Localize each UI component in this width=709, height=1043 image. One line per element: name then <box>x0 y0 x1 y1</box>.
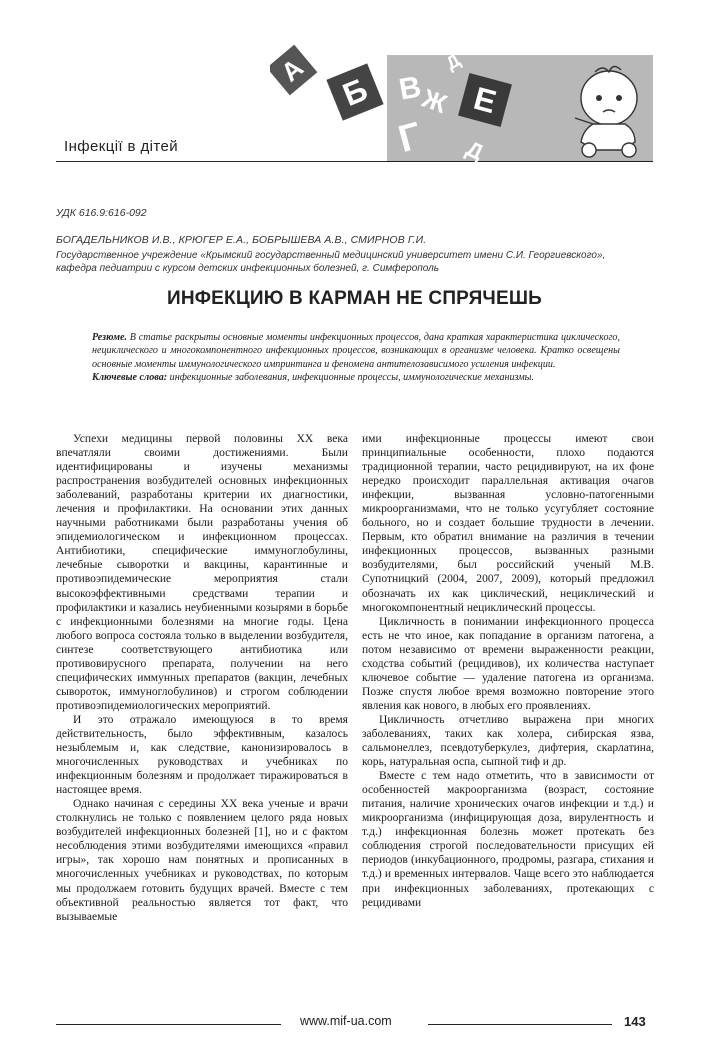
paragraph: Успехи медицины первой половины ХХ века впечатляли своими достижениями. Были идентифицированы и изучены механизмы распространения возбудителей основных инфекционных заболеваний, разработаны критерии их диагностики, лечения и профилактики. На основании этих данных научными работниками были разработаны учения об эпидемиологическом и инфекционном процессах. Антибиотики, специфические иммуноглобулины, лечебные сыворотки и вакцины, карантинные и противоэпидемические мероприятия стали высокоэффективными средствами терапии и профилактики и казались неубиенными козырями в борьбе с инфекционными болезнями на многие годы. Цена любого вопроса состояла только в выделении возбудителя, синтезе соответствующего антибиотика или противовирусного препарата, получении на него специфических иммунных препаратов (вакцин, лечебных сывороток, иммуноглобулинов) и строгом соблюдении противоэпидемиологических мероприятий. <box>56 433 348 712</box>
abstract-text: В статье раскрыты основные моменты инфекционных процессов, дана краткая характеристика циклического, нециклического и многокомпонентного инфекционных процессов, возникающих в организме человека. Кратко освещены основные моменты иммунологического импринтинга и феномена антителозависимого усиления инфекции. <box>92 332 620 370</box>
decor-letter-g: Г <box>394 114 426 162</box>
paragraph: Однако начиная с середины ХХ века ученые и врачи столкнулись не только с появлением целого ряда новых возбудителей инфекционных болезней [1], но и с фактом несоблюдения этими возбудителями имеющихся «правил игры», так хорошо нам понятных и прописанных в многочисленных учебниках и руководствах, по которым мы продолжаем готовить будущих врачей. Вместе с тем объективной реальностью является тот факт, что вызываемые <box>56 798 348 923</box>
body-column-right <box>362 432 654 910</box>
page-number: 143 <box>624 1014 646 1029</box>
abstract-label: Резюме. <box>92 332 127 343</box>
paragraph: Цикличность в понимании инфекционного процесса есть не что иное, как попадание в организм патогена, а потом независимо от времени выраженности реакции, сходства событий (рецидивов), их количества наступает ключевое событие — удаление патогена из организма. Позже спустя любое время возможно повторение этого явления как нового, в любых его проявлениях. <box>362 615 654 712</box>
decor-letter-d: Д <box>462 135 488 165</box>
decor-letter-v: В <box>396 70 424 107</box>
keywords-text: инфекционные заболевания, инфекционные процессы, иммунологические механизмы. <box>167 372 535 384</box>
udk-code: УДК 616.9:616-092 <box>56 207 147 219</box>
footer-url: www.mif-ua.com <box>300 1014 392 1028</box>
affiliation-line-1: Государственное учреждение «Крымский государственный медицинский университет имени С.И. Георгиевского», <box>56 250 606 261</box>
baby-illustration <box>565 58 653 158</box>
decor-letter-d2: Д <box>442 49 464 74</box>
journal-section-title: Інфекції в дітей <box>64 138 178 155</box>
decor-letter-e: Е <box>470 79 500 121</box>
footer-rule-right <box>428 1024 612 1025</box>
authors: БОГАДЕЛЬНИКОВ И.В., КРЮГЕР Е.А., БОБРЫШЕВА А.В., СМИРНОВ Г.И. <box>56 234 427 246</box>
decor-letter-zh: Ж <box>418 82 451 120</box>
alphabet-blocks-decoration <box>270 40 570 165</box>
paragraph: ими инфекционные процессы имеют свои принципиальные особенности, плохо подаются традиционной терапии, часто рецидивируют, на их фоне нередко происходит параллельная активация очагов инфекции, вызванная условно-патогенными микроорганизмами, что не только усугубляет состояние больного, но и создает большие трудности в лечении. Первым, кто обратил внимание на различия в течении инфекционных процессов, вызванных разными возбудителями, был российский ученый М.В. Супотницкий (2004, 2007, 2009), который предложил обозначать их как циклический, нециклический и многокомпонентный нециклический процессы. <box>362 433 654 614</box>
paragraph: Вместе с тем надо отметить, что в зависимости от особенностей макроорганизма (возраст, состояние питания, наличие хронических очагов инфекции и т.д.) и микроорганизма (инфицирующая доза, вирулентность и т.д.) инфекционная болезнь может протекать без соблюдения строгой последовательности присущих ей периодов (инкубационного, продромы, разгара, стихания и т.д.) и временных интервалов. Чаще всего это наблюдается при инфекционных заболеваниях, протекающих с рецидивами <box>362 770 654 909</box>
body-column-left <box>56 432 348 924</box>
abstract <box>92 331 620 385</box>
paragraph: И это отражало имеющуюся в то время действительность, было эффективным, казалось незыблемым и, как следствие, канонизировалось в многочисленных руководствах и учебниках по инфекционным болезням и продолжает тиражироваться в настоящее время. <box>56 713 348 797</box>
keywords-label: Ключевые слова: <box>92 372 168 384</box>
affiliation <box>56 249 656 275</box>
footer-rule-left <box>56 1024 281 1025</box>
paragraph: Цикличность отчетливо выражена при многих заболеваниях, таких как холера, сибирская язва, сальмонеллез, псевдотуберкулез, дифтерия, скарлатина, корь, натуральная оспа, сыпной тиф и др. <box>362 713 654 769</box>
article-title: ИНФЕКЦИЮ В КАРМАН НЕ СПРЯЧЕШЬ <box>166 288 543 309</box>
decor-letter-b: Б <box>337 71 373 113</box>
decor-letter-a: А <box>275 52 309 88</box>
affiliation-line-2: кафедра педиатрии с курсом детских инфекционных болезней, г. Симферополь <box>56 263 440 274</box>
